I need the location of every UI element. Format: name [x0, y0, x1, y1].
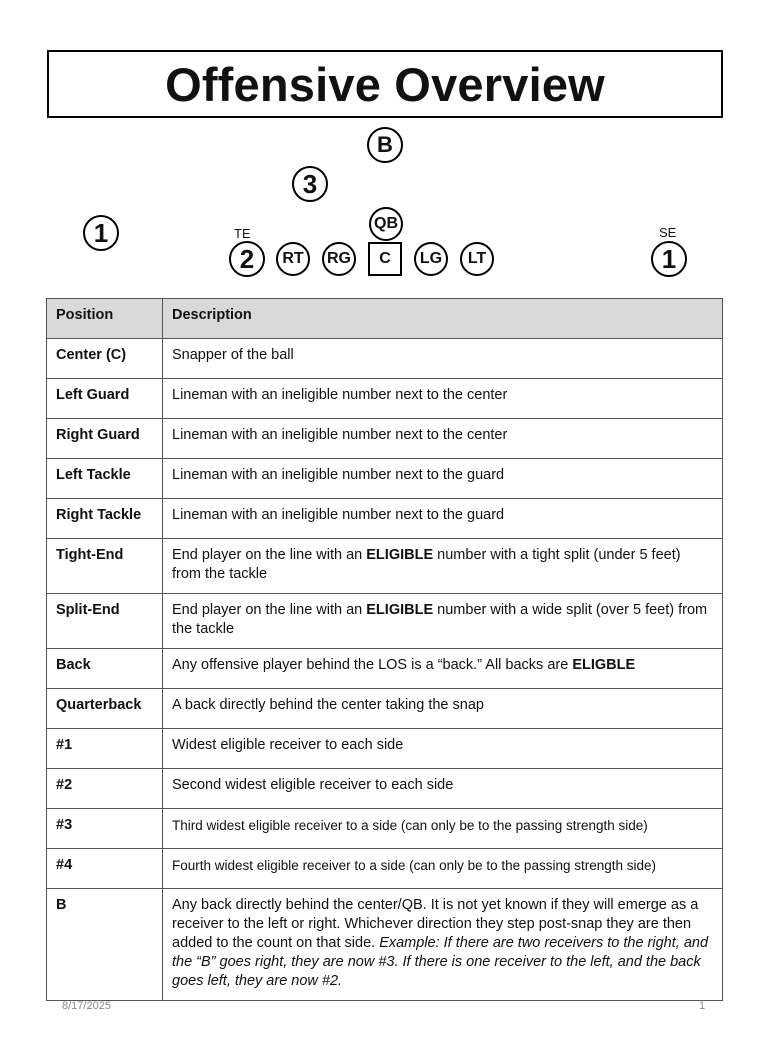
row-position: #3	[47, 809, 163, 849]
row-description: Widest eligible receiver to each side	[163, 729, 723, 769]
table-header-row	[47, 299, 723, 339]
row-position: #1	[47, 729, 163, 769]
page-title: Offensive Overview	[165, 57, 605, 111]
row-description	[163, 649, 723, 689]
desc-text: Any offensive player behind the LOS is a “back.” All backs are	[172, 657, 573, 673]
table-row	[47, 769, 723, 809]
row-description: Second widest eligible receiver to each side	[163, 769, 723, 809]
row-description: A back directly behind the center taking the snap	[163, 689, 723, 729]
player-qb: QB	[369, 207, 403, 241]
row-position: Back	[47, 649, 163, 689]
player-center: C	[368, 242, 402, 276]
table-row	[47, 594, 723, 649]
desc-text: number with a tight split (under 5 feet) from the tackle	[172, 547, 681, 582]
player-lt: LT	[460, 242, 494, 276]
table-row	[47, 379, 723, 419]
player-lg: LG	[414, 242, 448, 276]
row-description: Lineman with an ineligible number next to the center	[163, 419, 723, 459]
row-position: Quarterback	[47, 689, 163, 729]
player-receiver-1-right: 1	[651, 241, 687, 277]
row-position: #4	[47, 849, 163, 889]
row-position: Right Tackle	[47, 499, 163, 539]
positions-table	[46, 298, 723, 1001]
desc-text: End player on the line with an	[172, 602, 367, 618]
row-description: Snapper of the ball	[163, 339, 723, 379]
table-row	[47, 689, 723, 729]
desc-emphasis: ELIGIBLE	[366, 547, 434, 563]
title-box	[47, 50, 723, 118]
desc-text: number with a wide split (over 5 feet) from the tackle	[172, 602, 708, 637]
table-row	[47, 729, 723, 769]
player-te: 2	[229, 241, 265, 277]
row-position: Center (C)	[47, 339, 163, 379]
row-description	[163, 889, 723, 1001]
row-position: Tight-End	[47, 539, 163, 594]
header-position: Position	[47, 299, 163, 339]
player-receiver-1-left: 1	[83, 215, 119, 251]
player-rt: RT	[276, 242, 310, 276]
table-row	[47, 499, 723, 539]
row-position: B	[47, 889, 163, 1001]
table-row	[47, 809, 723, 849]
se-label: SE	[659, 225, 677, 240]
row-position: Left Tackle	[47, 459, 163, 499]
table-row	[47, 849, 723, 889]
row-description	[163, 539, 723, 594]
player-b: B	[367, 127, 403, 163]
footer-page-number: 1	[699, 1000, 706, 1012]
player-rg: RG	[322, 242, 356, 276]
table-row	[47, 889, 723, 1001]
table-row	[47, 419, 723, 459]
desc-text: End player on the line with an	[172, 547, 367, 563]
player-receiver-3: 3	[292, 166, 328, 202]
row-description: Lineman with an ineligible number next to the guard	[163, 459, 723, 499]
desc-text: Any back directly behind the center/QB. It is not yet known if they will emerge as a receiver to the left or right. Whichever direction they step post-snap they are then added to the count on that side.	[172, 897, 699, 951]
row-position: Right Guard	[47, 419, 163, 459]
table-row	[47, 539, 723, 594]
row-description: Third widest eligible receiver to a side (can only be to the passing strength side)	[163, 809, 723, 849]
table-row	[47, 459, 723, 499]
row-description: Lineman with an ineligible number next to the center	[163, 379, 723, 419]
desc-emphasis: ELIGBLE	[572, 657, 636, 673]
row-description	[163, 594, 723, 649]
table-row	[47, 339, 723, 379]
table-row	[47, 649, 723, 689]
te-label: TE	[234, 226, 251, 241]
row-position: Split-End	[47, 594, 163, 649]
row-description: Lineman with an ineligible number next to the guard	[163, 499, 723, 539]
header-description: Description	[163, 299, 723, 339]
desc-example: Example: If there are two receivers to the right, and the “B” goes right, they are now #3. If there is one receiver to the left, and the back goes left, they are now #2.	[172, 935, 709, 989]
row-position: #2	[47, 769, 163, 809]
desc-emphasis: ELIGIBLE	[366, 602, 434, 618]
row-description: Fourth widest eligible receiver to a side (can only be to the passing strength side)	[163, 849, 723, 889]
row-position: Left Guard	[47, 379, 163, 419]
footer-date: 8/17/2025	[62, 1000, 111, 1012]
